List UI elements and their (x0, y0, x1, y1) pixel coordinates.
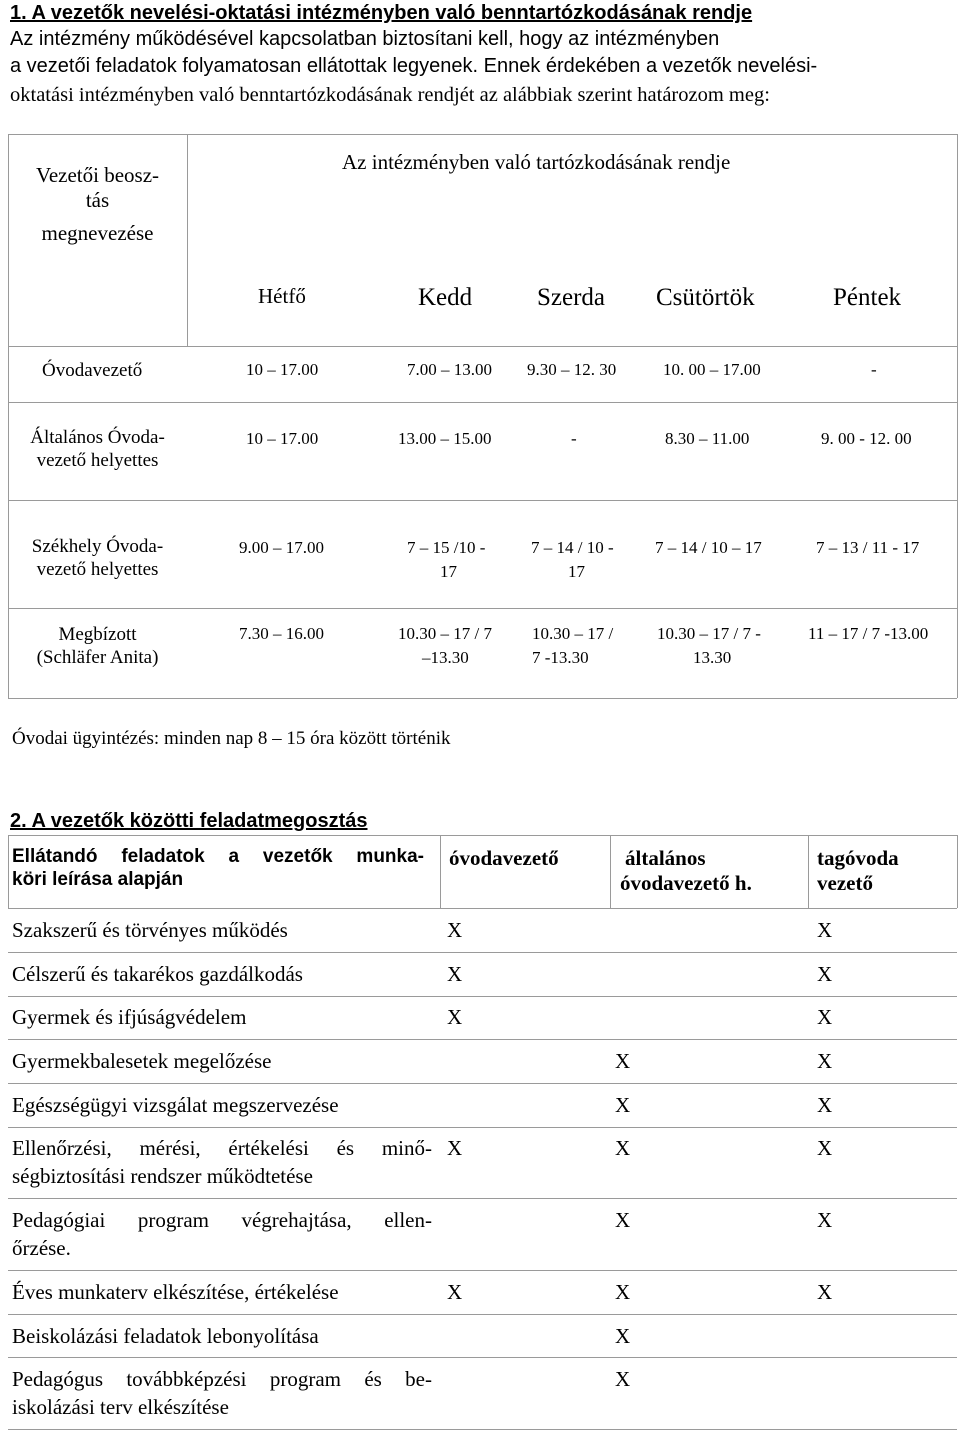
task-label: Pedagógus továbbképzési program és be- iskolázási terv elkészítése (12, 1367, 432, 1420)
table2-header-deputy: általános óvodavezető h. (620, 846, 752, 896)
task-mark: X (817, 1005, 833, 1029)
task-mark: X (447, 1280, 463, 1304)
task-mark: X (447, 1005, 463, 1029)
task-label: Pedagógiai program végrehajtása, ellen- őrzése. (12, 1208, 432, 1261)
admin-hours-note: Óvodai ügyintézés: minden nap 8 – 15 óra között történik (12, 728, 451, 749)
schedule-cell: 10 – 17.00 (246, 360, 319, 379)
task-mark: X (817, 1136, 833, 1160)
section1-paragraph-line: oktatási intézményben való benntartózkodásának rendjét az alábbiak szerint határozom meg: (10, 84, 770, 106)
task-mark: X (615, 1280, 631, 1304)
table2-header-branch: tagóvoda vezető (817, 846, 899, 896)
schedule-cell: 7 – 14 / 10 – 17 (655, 538, 762, 557)
task-mark: X (615, 1136, 631, 1160)
schedule-cell: 7 – 15 /10 - 17 (407, 538, 486, 582)
task-mark: X (817, 1093, 833, 1117)
task-label: Célszerű és takarékos gazdálkodás (12, 962, 303, 986)
schedule-cell: 10.30 – 17 / 7 –13.30 (398, 624, 492, 668)
schedule-cell: - (571, 429, 577, 448)
task-mark: X (615, 1324, 631, 1348)
schedule-cell: - (871, 360, 877, 379)
day-header-monday: Hétfő (258, 284, 306, 308)
task-mark: X (817, 962, 833, 986)
table2-header-head: óvodavezető (449, 846, 559, 870)
schedule-cell: 7.00 – 13.00 (407, 360, 492, 379)
task-mark: X (817, 1280, 833, 1304)
task-mark: X (447, 918, 463, 942)
task-mark: X (615, 1093, 631, 1117)
task-mark: X (615, 1208, 631, 1232)
schedule-cell: 10.30 – 17 / 7 - 13.30 (657, 624, 761, 668)
task-mark: X (817, 1049, 833, 1073)
schedule-cell: 11 – 17 / 7 -13.00 (808, 624, 929, 643)
schedule-cell: 13.00 – 15.00 (398, 429, 492, 448)
task-label: Szakszerű és törvényes működés (12, 918, 288, 942)
table1-span-header: Az intézményben való tartózkodásának rendje (342, 150, 731, 174)
task-mark: X (447, 1136, 463, 1160)
section1-paragraph-line: a vezetői feladatok folyamatosan ellátottak legyenek. Ennek érdekében a vezetők nevelési- (10, 55, 818, 77)
schedule-cell: 7.30 – 16.00 (239, 624, 324, 643)
row-label: Óvodavezető (42, 360, 143, 381)
schedule-cell: 9. 00 - 12. 00 (821, 429, 912, 448)
schedule-cell: 9.30 – 12. 30 (527, 360, 617, 379)
task-mark: X (447, 962, 463, 986)
row-label: Megbízott (Schläfer Anita) (36, 624, 159, 668)
section1-heading: 1. A vezetők nevelési-oktatási intézményben való benntartózkodásának rendje (10, 2, 753, 24)
task-mark: X (615, 1049, 631, 1073)
schedule-cell: 7 – 14 / 10 - 17 (531, 538, 614, 582)
task-label: Ellenőrzési, mérési, értékelési és minő- ségbiztosítási rendszer működtetése (12, 1136, 432, 1189)
day-header-friday: Péntek (833, 284, 902, 311)
task-mark: X (615, 1367, 631, 1391)
day-header-wednesday: Szerda (537, 284, 606, 311)
day-header-thursday: Csütörtök (656, 284, 755, 311)
schedule-cell: 10.30 – 17 / 7 -13.30 (532, 624, 614, 668)
task-label: Beiskolázási feladatok lebonyolítása (12, 1324, 319, 1348)
row-label: Székhely Óvoda- vezető helyettes (31, 536, 164, 580)
task-label: Gyermek és ifjúságvédelem (12, 1005, 247, 1029)
row-label: Általános Óvoda- vezető helyettes (30, 427, 165, 471)
schedule-cell: 8.30 – 11.00 (665, 429, 750, 448)
task-label: Egészségügyi vizsgálat megszervezése (12, 1093, 339, 1117)
schedule-cell: 9.00 – 17.00 (239, 538, 324, 557)
task-mark: X (817, 1208, 833, 1232)
task-label: Éves munkaterv elkészítése, értékelése (12, 1280, 339, 1304)
day-header-tuesday: Kedd (418, 284, 473, 311)
schedule-cell: 10. 00 – 17.00 (663, 360, 761, 379)
schedule-cell: 10 – 17.00 (246, 429, 319, 448)
table2-header-task: Ellátandó feladatok a vezetők munka- köri leírása alapján (12, 846, 424, 890)
table1-col0-header: Vezetői beosz- tás megnevezése (35, 163, 160, 246)
task-label: Gyermekbalesetek megelőzése (12, 1049, 272, 1073)
task-mark: X (817, 918, 833, 942)
section1-paragraph-line: Az intézmény működésével kapcsolatban biztosítani kell, hogy az intézményben (10, 28, 720, 50)
section2-heading: 2. A vezetők közötti feladatmegosztás (10, 810, 368, 832)
schedule-cell: 7 – 13 / 11 - 17 (816, 538, 920, 557)
